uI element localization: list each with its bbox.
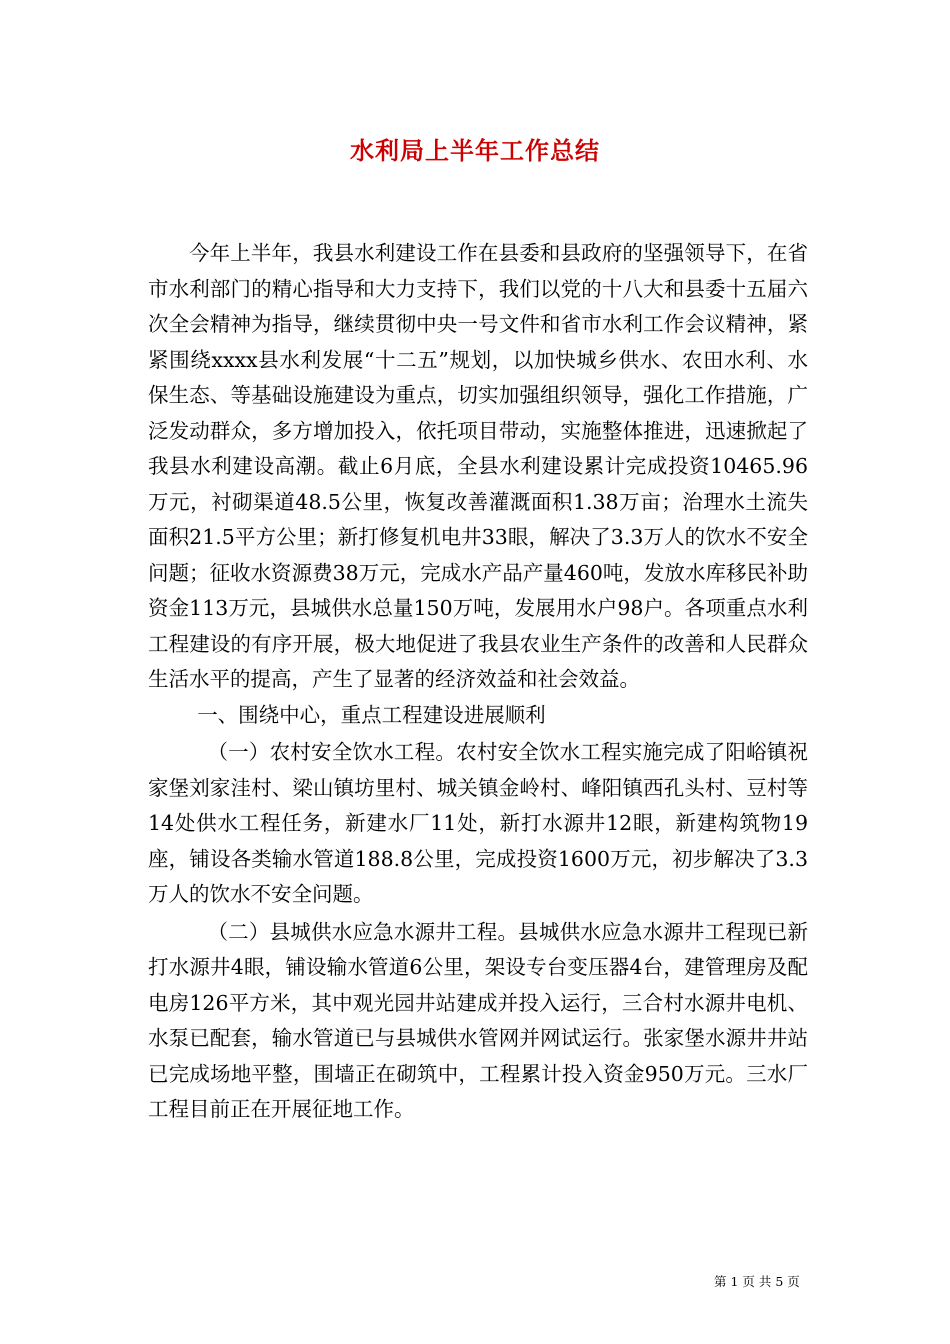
item-paragraph-rural-water: （一）农村安全饮水工程。农村安全饮水工程实施完成了阳峪镇祝家堡刘家洼村、梁山镇坊里村、城关镇金岭村、峰阳镇西孔头村、豆村等14处供水工程任务，新建水厂11处，新打水源井12眼，新建构筑物19座，铺设各类输水管道188.8公里，完成投资1600万元，初步解决了3.3万人的饮水不安全问题。: [148, 740, 808, 906]
page-number-footer: 第 1 页 共 5 页: [714, 1274, 800, 1289]
document-body: [148, 236, 808, 1128]
document-title: 水利局上半年工作总结: [350, 136, 600, 165]
intro-paragraph: 今年上半年，我县水利建设工作在县委和县政府的坚强领导下，在省市水利部门的精心指导和大力支持下，我们以党的十八大和县委十五届六次全会精神为指导，继续贯彻中央一号文件和省市水利工作会议精神，紧紧围绕xxxx县水利发展“十二五”规划，以加快城乡供水、农田水利、水保生态、等基础设施建设为重点，切实加强组织领导，强化工作措施，广泛发动群众，多方增加投入，依托项目带动，实施整体推进，迅速掀起了我县水利建设高潮。截止6月底，全县水利建设累计完成投资10465.96万元，衬砌渠道48.5公里，恢复改善灌溉面积1.38万亩；治理水土流失面积21.5平方公里；新打修复机电井33眼，解决了3.3万人的饮水不安全问题；征收水资源费38万元，完成水产品产量460吨，发放水库移民补助资金113万元，县城供水总量150万吨，发展用水户98户。各项重点水利工程建设的有序开展，极大地促进了我县农业生产条件的改善和人民群众生活水平的提高，产生了显著的经济效益和社会效益。: [148, 241, 808, 691]
item-paragraph-county-water: （二）县城供水应急水源井工程。县城供水应急水源井工程现已新打水源井4眼，铺设输水管道6公里，架设专台变压器4台，建管理房及配电房126平方米，其中观光园井站建成并投入运行，三合村水源井电机、水泵已配套，输水管道已与县城供水管网并网试运行。张家堡水源井井站已完成场地平整，围墙正在砌筑中，工程累计投入资金950万元。三水厂工程目前正在开展征地工作。: [148, 919, 808, 1121]
section-heading: 一、围绕中心，重点工程建设进展顺利: [197, 702, 546, 727]
